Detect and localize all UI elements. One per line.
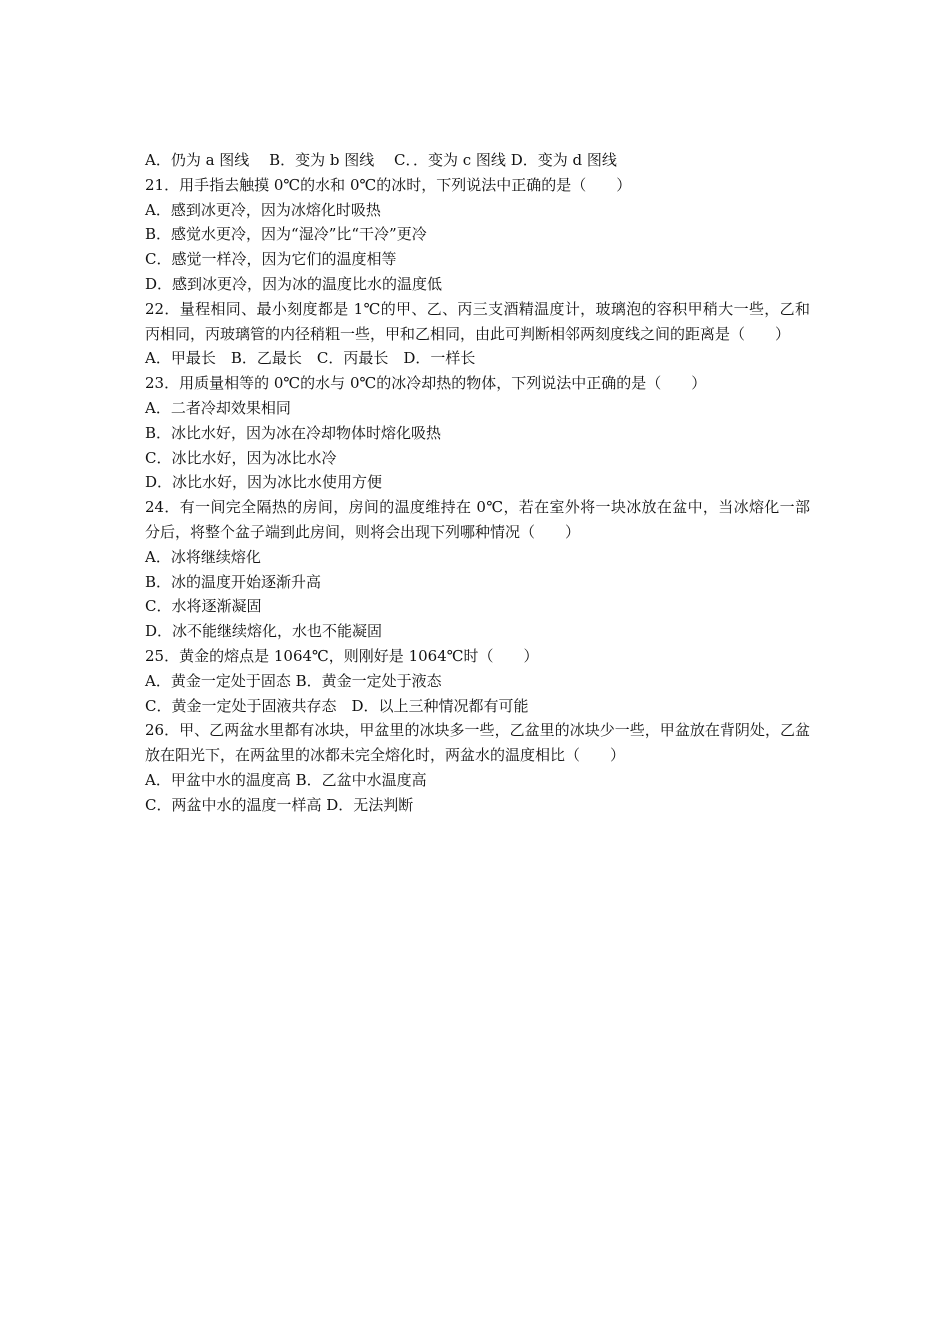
q24-option-c: C．水将逐渐凝固	[145, 597, 262, 616]
q23-option-a: A．二者冷却效果相同	[145, 398, 291, 417]
q23-option-d: D．冰比水好，因为冰比水使用方便	[145, 473, 383, 492]
q26-options-cd: C．两盆中水的温度一样高 D．无法判断	[145, 795, 414, 814]
q25-stem: 25．黄金的熔点是 1064℃，则刚好是 1064℃时（ ）	[145, 646, 539, 665]
q24-option-a: A．冰将继续熔化	[145, 547, 261, 566]
q21-option-c: C．感觉一样冷，因为它们的温度相等	[145, 250, 397, 269]
q25-options-ab: A．黄金一定处于固态 B．黄金一定处于液态	[145, 671, 442, 690]
q24-stem: 24．有一间完全隔热的房间，房间的温度维持在 0℃，若在室外将一块冰放在盆中，当冰熔化一部分后，将整个盆子端到此房间，则将会出现下列哪种情况（ ）	[145, 498, 810, 541]
q23-stem: 23．用质量相等的 0℃的水与 0℃的冰冷却热的物体，下列说法中正确的是（ ）	[145, 374, 707, 393]
q23-option-c: C．冰比水好，因为冰比水冷	[145, 448, 337, 467]
q21-option-a: A．感到冰更冷，因为冰熔化时吸热	[145, 200, 381, 219]
q24-option-b: B．冰的温度开始逐渐升高	[145, 572, 322, 591]
q21-option-d: D．感到冰更冷，因为冰的温度比水的温度低	[145, 274, 443, 293]
q21-stem: 21．用手指去触摸 0℃的水和 0℃的冰时，下列说法中正确的是（ ）	[145, 175, 632, 194]
q22-stem: 22．量程相同、最小刻度都是 1℃的甲、乙、丙三支酒精温度计，玻璃泡的容积甲稍大一些，乙和丙相同，丙玻璃管的内径稍粗一些，甲和乙相同，由此可判断相邻两刻度线之间的距离是（ ）	[145, 299, 810, 343]
q25-options-cd: C．黄金一定处于固液共存态 D．以上三种情况都有可能	[145, 696, 529, 715]
q24-option-d: D．冰不能继续熔化，水也不能凝固	[145, 622, 383, 641]
q20-options: A．仍为 a 图线 B．变为 b 图线 C．．变为 c 图线 D．变为 d 图线	[145, 151, 617, 169]
q21-option-b: B．感觉水更冷，因为“湿冷”比“干冷”更冷	[145, 225, 427, 244]
q22-options: A．甲最长 B．乙最长 C．丙最长 D．一样长	[145, 349, 476, 368]
q26-options-ab: A．甲盆中水的温度高 B．乙盆中水温度高	[145, 770, 427, 789]
q26-stem: 26．甲、乙两盆水里都有冰块，甲盆里的冰块多一些，乙盆里的冰块少一些，甲盆放在背阴处，乙盆放在阳光下，在两盆里的冰都未完全熔化时，两盆水的温度相比（ ）	[145, 721, 810, 765]
q23-option-b: B．冰比水好，因为冰在冷却物体时熔化吸热	[145, 423, 442, 442]
document-page	[145, 148, 810, 818]
